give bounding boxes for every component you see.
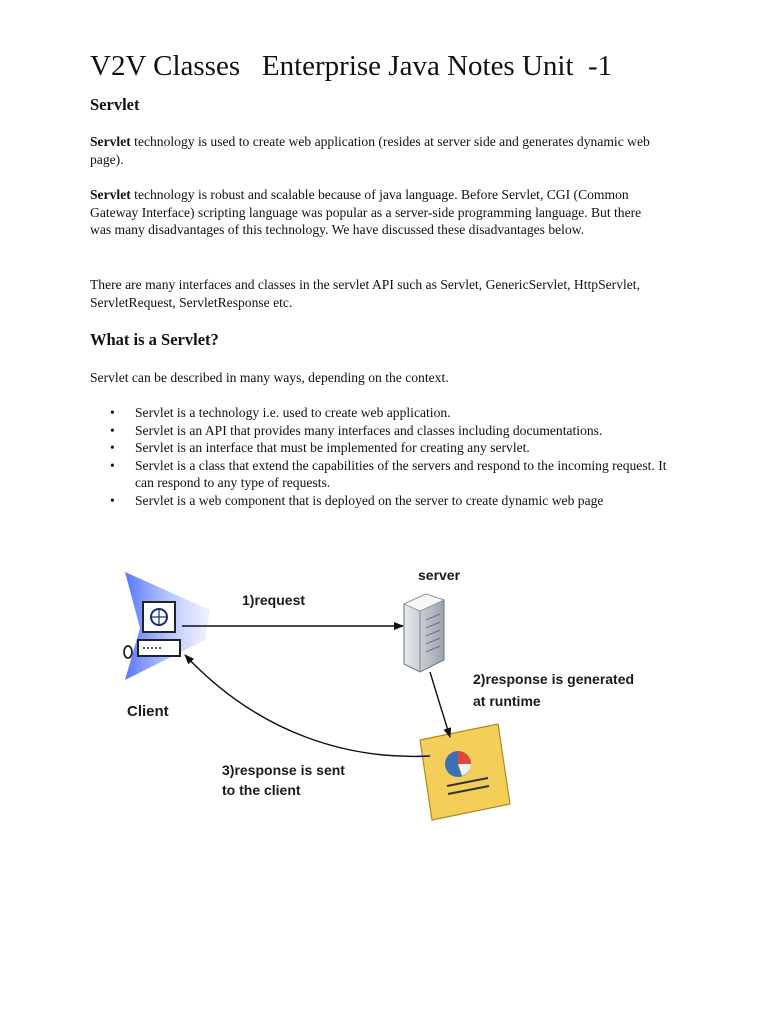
server-tower-icon — [404, 594, 444, 672]
paragraph-2-text: technology is robust and scalable because of java language. Before Servlet, CGI (Common Gateway Interface) scripting language was popular as a server-side programming language. But there was many disadvantages of this technology. We have discussed these disadvantages below. — [90, 187, 642, 237]
response-sent-label-line1: 3)response is sent — [222, 762, 345, 778]
intro-paragraph: Servlet can be described in many ways, depending on the context. — [90, 370, 449, 385]
list-item-text: Servlet is an interface that must be implemented for creating any servlet. — [135, 440, 530, 455]
bullet-icon: • — [110, 422, 115, 438]
request-label: 1)request — [242, 592, 306, 608]
response-generated-label-line1: 2)response is generated — [473, 671, 635, 687]
bullet-icon: • — [110, 440, 115, 455]
generate-response-arrow — [430, 672, 450, 737]
bullet-icon: • — [110, 405, 115, 420]
list-item — [110, 404, 670, 422]
bullet-icon: • — [110, 457, 115, 473]
client-label: Client — [127, 703, 169, 720]
send-response-arrow — [185, 655, 430, 756]
paragraph-2 — [90, 186, 650, 239]
list-item — [110, 457, 670, 492]
list-item-text: Servlet is a web component that is deployed on the server to create dynamic web page — [135, 492, 604, 508]
document-pie-chart-icon — [420, 724, 510, 820]
paragraph-1 — [90, 133, 650, 168]
paragraph-1-text: technology is used to create web application (resides at server side and generates dynamic web page). — [90, 134, 650, 167]
list-item-text: Servlet is a class that extend the capabilities of the servers and respond to the incoming request. It can respond to any type of requests. — [135, 457, 667, 490]
list-item-text: Servlet is an API that provides many interfaces and classes including documentations. — [135, 422, 603, 438]
list-item — [110, 422, 670, 440]
paragraph-2-bold: Servlet — [90, 187, 131, 202]
servlet-definition-list — [110, 404, 670, 509]
servlet-diagram — [0, 540, 768, 830]
list-item — [110, 439, 670, 457]
document-title: V2V Classes Enterprise Java Notes Unit -1 — [90, 50, 613, 82]
list-item-text: Servlet is a technology i.e. used to create web application. — [135, 405, 451, 420]
bullet-icon: • — [110, 492, 115, 508]
section-heading-servlet: Servlet — [90, 95, 140, 114]
paragraph-1-bold: Servlet — [90, 134, 131, 149]
response-generated-label-line2: at runtime — [473, 693, 541, 709]
list-item — [110, 492, 670, 510]
paragraph-3: There are many interfaces and classes in the servlet API such as Servlet, GenericServlet, HttpServlet, ServletRequest, ServletResponse etc. — [90, 277, 640, 310]
response-sent-label-line2: to the client — [222, 782, 301, 798]
subheading-what-is-servlet: What is a Servlet? — [90, 330, 219, 349]
server-label: server — [418, 567, 461, 583]
